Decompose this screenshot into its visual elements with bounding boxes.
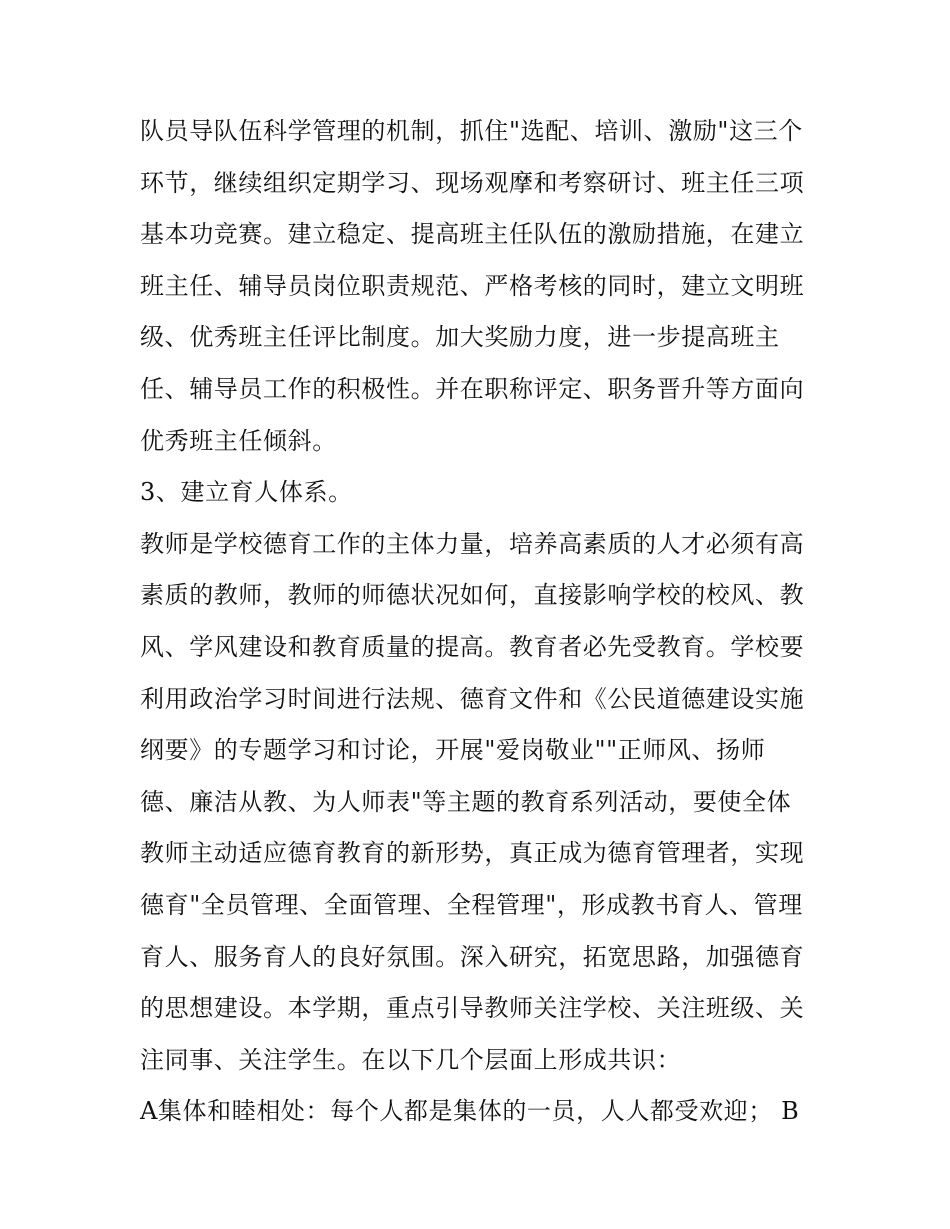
text-line: 教师主动适应德育教育的新形势，真正成为德育管理者，实现 [140, 839, 805, 868]
text-line: 基本功竞赛。建立稳定、提高班主任队伍的激励措施，在建立 [140, 220, 805, 249]
text-line: 任、辅导员工作的积极性。并在职称评定、职务晋升等方面向 [140, 374, 805, 403]
text-line: 德育"全员管理、全面管理、全程管理"，形成教书育人、管理 [140, 890, 803, 919]
text-line: 队员导队伍科学管理的机制，抓住"选配、培训、激励"这三个 [140, 117, 803, 145]
section-heading: 3、建立育人体系。 [140, 478, 353, 507]
text-line: 素质的教师，教师的师德状况如何，直接影响学校的校风、教 [140, 581, 805, 610]
text-line: A集体和睦相处：每个人都是集体的一员，人人都受欢迎； B [140, 1097, 800, 1126]
text-line: 育人、服务育人的良好氛围。深入研究，拓宽思路，加强德育 [140, 942, 805, 971]
text-line: 纲要》的专题学习和讨论，开展"爱岗敬业""正师风、扬师 [140, 736, 766, 765]
text-line: 优秀班主任倾斜。 [140, 426, 337, 455]
text-line: 风、学风建设和教育质量的提高。教育者必先受教育。学校要 [140, 632, 805, 661]
text-line: 利用政治学习时间进行法规、德育文件和《公民道德建设实施 [140, 684, 805, 713]
text-line: 教师是学校德育工作的主体力量，培养高素质的人才必须有高 [140, 529, 805, 558]
body-text [140, 109, 820, 1141]
text-line: 环节，继续组织定期学习、现场观摩和考察研讨、班主任三项 [140, 168, 805, 197]
text-line: 德、廉洁从教、为人师表"等主题的教育系列活动，要使全体 [140, 787, 792, 816]
text-line: 班主任、辅导员岗位职责规范、严格考核的同时，建立文明班 [140, 271, 805, 300]
text-line: 注同事、关注学生。在以下几个层面上形成共识： [140, 1045, 682, 1074]
text-line: 的思想建设。本学期，重点引导教师关注学校、关注班级、关 [140, 994, 805, 1023]
text-line: 级、优秀班主任评比制度。加大奖励力度，进一步提高班主 [140, 323, 780, 352]
